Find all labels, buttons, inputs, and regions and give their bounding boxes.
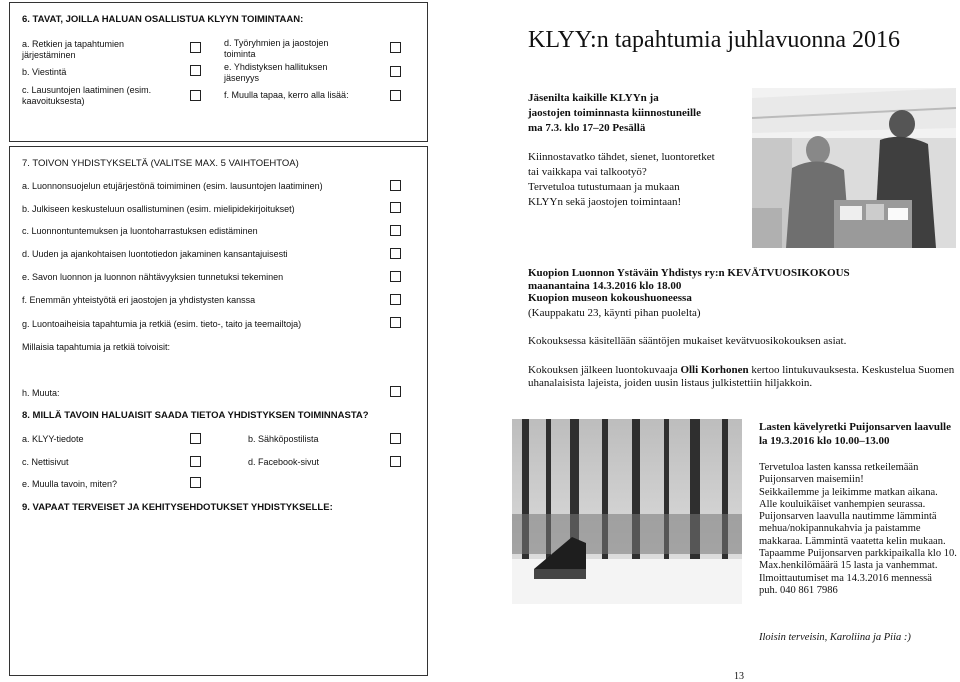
- q6-title: 6. TAVAT, JOILLA HALUAN OSALLISTUA KLYYN TOIMINTAAN:: [22, 14, 304, 25]
- q8-option-a: a. KLYY-tiedote: [22, 434, 84, 444]
- members-evening-text: Kiinnostavatko tähdet, sienet, luontoretket tai vaikkapa vai talkootyö? Tervetuloa tutustumaan ja mukaan KLYYn sekä jaostojen toimintaan!: [528, 151, 715, 208]
- q7-checkbox-f[interactable]: [390, 294, 401, 305]
- q6-option-c: c. Lausuntojen laatiminen (esim. kaavoituksesta): [22, 85, 152, 106]
- kids-walk-text: Tervetuloa lasten kanssa retkeilemään Puijonsarven maisemiin! Seikkailemme ja leikimme matkan aikana. Alle kouluikäiset vanhempien seurassa. Puijonsarven laavulla nautimme lämmintä mehua/nokipannukahvia ja paistamme makkaraa. Lämmintä vaatetta kelin mukaan. Tapaamme Puijonsarven parkkipaikalla klo 10. Max.henkilömäärä 15 lasta ja vanhemmat. Ilmoittautumiset ma 14.3.2016 mennessä puh. 040 861 7986: [759, 462, 957, 596]
- q7-checkbox-c[interactable]: [390, 225, 401, 236]
- photo-people-svg: [752, 88, 956, 248]
- annual-meeting-agenda: Kokouksessa käsitellään sääntöjen mukaiset kevätvuosikokouksen asiat.: [528, 335, 847, 347]
- q6-checkbox-b[interactable]: [190, 65, 201, 76]
- q7-item-c: c. Luonnontuntemuksen ja luontoharrastuksen edistäminen: [22, 226, 258, 236]
- q7-item-h: h. Muuta:: [22, 388, 60, 398]
- q7-item-e: e. Savon luonnon ja luonnon nähtävyyksien tunnetuksi tekeminen: [22, 272, 284, 282]
- q7-events-prompt: Millaisia tapahtumia ja retkiä toivoisit:: [22, 342, 171, 352]
- q7-checkbox-h[interactable]: [390, 386, 401, 397]
- photo-people-at-table: [752, 88, 956, 248]
- events-heading: KLYY:n tapahtumia juhlavuonna 2016: [528, 27, 900, 53]
- q6-option-f: f. Muulla tapaa, kerro alla lisää:: [224, 90, 349, 100]
- q6-option-d: d. Työryhmien ja jaostojen toiminta: [224, 38, 329, 59]
- q6-option-a: a. Retkien ja tapahtumien järjestäminen: [22, 39, 125, 60]
- q7-item-d: d. Uuden ja ajankohtaisen luontotiedon jakaminen kansantajuisesti: [22, 249, 288, 259]
- kids-walk-title: Lasten kävelyretki Puijonsarven laavulle la 19.3.2016 klo 10.00–13.00: [759, 421, 951, 447]
- annual-meeting-address: (Kauppakatu 23, käynti pihan puolelta): [528, 307, 701, 319]
- q8-checkbox-d[interactable]: [390, 456, 401, 467]
- photo-forest-svg: [512, 419, 742, 604]
- q7-title: 7. TOIVON YHDISTYKSELTÄ (VALITSE MAX. 5 VAIHTOEHTOA): [22, 158, 299, 169]
- q6-checkbox-e[interactable]: [390, 66, 401, 77]
- q8-title: 8. MILLÄ TAVOIN HALUAISIT SAADA TIETOA YHDISTYKSEN TOIMINNASTA?: [22, 410, 369, 421]
- q7-checkbox-b[interactable]: [390, 202, 401, 213]
- q6-option-b: b. Viestintä: [22, 67, 67, 77]
- q6-option-e: e. Yhdistyksen hallituksen jäsenyys: [224, 62, 328, 83]
- q6-checkbox-f[interactable]: [390, 90, 401, 101]
- photo-forest-laavu: [512, 419, 742, 604]
- q8-option-b: b. Sähköpostilista: [248, 434, 319, 444]
- q8-checkbox-b[interactable]: [390, 433, 401, 444]
- members-evening-title: Jäsenilta kaikille KLYYn ja jaostojen toiminnasta kiinnostuneille ma 7.3. klo 17–20 Pesällä: [528, 92, 701, 134]
- q7-checkbox-d[interactable]: [390, 248, 401, 259]
- q9-title: 9. VAPAAT TERVEISET JA KEHITYSEHDOTUKSET YHDISTYKSELLE:: [22, 502, 333, 513]
- q7-checkbox-g[interactable]: [390, 317, 401, 328]
- q6-checkbox-d[interactable]: [390, 42, 401, 53]
- q8-checkbox-a[interactable]: [190, 433, 201, 444]
- q7-checkbox-e[interactable]: [390, 271, 401, 282]
- q8-checkbox-e[interactable]: [190, 477, 201, 488]
- q6-checkbox-a[interactable]: [190, 42, 201, 53]
- annual-meeting-talk: Kokouksen jälkeen luontokuvaaja Olli Korhonen kertoo lintukuvauksesta. Keskustelua Suomen uhanalaisista lajeista, joiden uusin listaus julkistettiin hiljakkoin.: [528, 364, 955, 389]
- q7-item-a: a. Luonnonsuojelun etujärjestönä toimiminen (esim. lausuntojen laatiminen): [22, 181, 323, 191]
- q6-checkbox-c[interactable]: [190, 90, 201, 101]
- page-number: 13: [734, 671, 744, 682]
- q8-option-c: c. Nettisivut: [22, 457, 69, 467]
- q7-item-f: f. Enemmän yhteistyötä eri jaostojen ja yhdistysten kanssa: [22, 295, 256, 305]
- q7-item-b: b. Julkiseen keskusteluun osallistuminen (esim. mielipidekirjoitukset): [22, 204, 295, 214]
- q8-option-d: d. Facebook-sivut: [248, 457, 320, 467]
- q8-checkbox-c[interactable]: [190, 456, 201, 467]
- q7-item-g: g. Luontoaiheisia tapahtumia ja retkiä (esim. tieto-, taito ja teemailtoja): [22, 319, 302, 329]
- speaker-name: Olli Korhonen: [680, 364, 749, 376]
- q8-option-e: e. Muulla tavoin, miten?: [22, 479, 118, 489]
- annual-meeting-title: Kuopion Luonnon Ystäväin Yhdistys ry:n KEVÄTVUOSIKOKOUS maanantaina 14.3.2016 klo 18.00 Kuopion museon kokoushuoneessa: [528, 267, 850, 304]
- q7-checkbox-a[interactable]: [390, 180, 401, 191]
- signature: Iloisin terveisin, Karoliina ja Piia :): [759, 632, 911, 643]
